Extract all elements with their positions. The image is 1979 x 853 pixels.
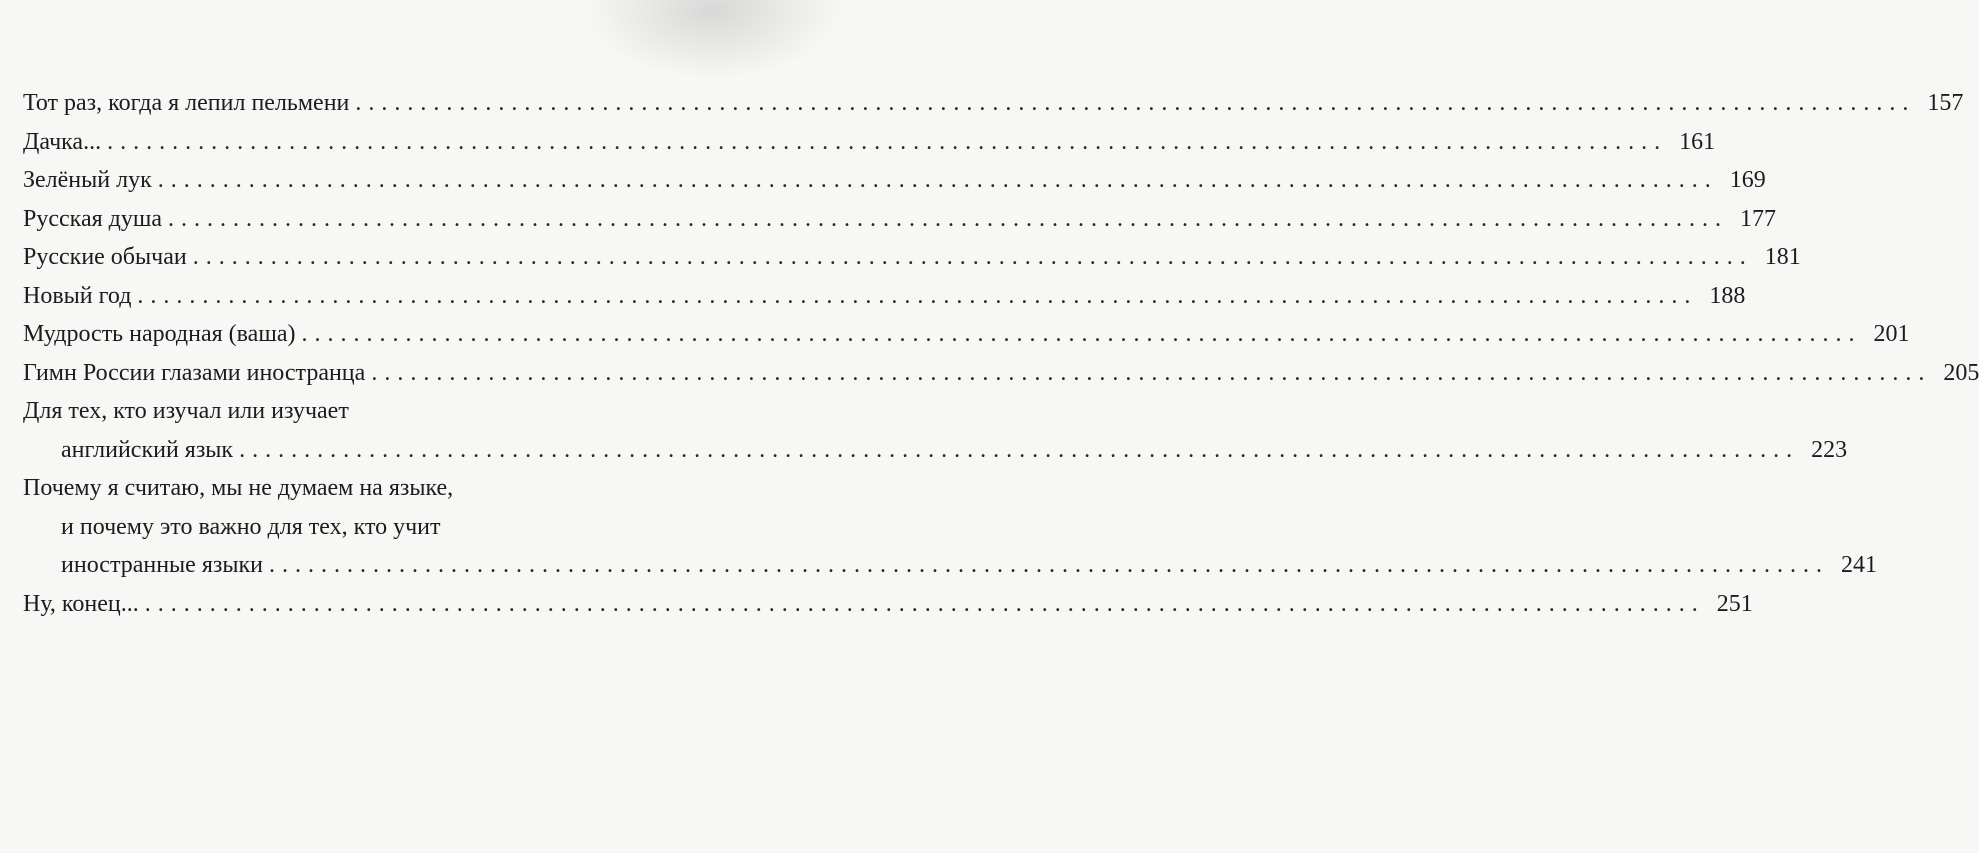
toc-entry-line: [23, 315, 1910, 354]
toc-entry-line: [23, 354, 1979, 393]
toc-page-number: 177: [1739, 205, 1776, 232]
dot-leader: ........................................................................................................................: [268, 552, 1829, 578]
toc-page-number: 223: [1811, 436, 1848, 463]
toc-entry-line: [23, 431, 1848, 470]
toc-entry-title: Тот раз, когда я лепил пельмени: [23, 90, 350, 116]
toc-page-number: 251: [1716, 590, 1753, 617]
toc-entry-title: Гимн России глазами иностранца: [23, 359, 366, 386]
toc-entry: [23, 469, 1877, 585]
toc-entry: [23, 585, 1753, 624]
table-of-contents: [23, 84, 1979, 623]
toc-entry: [23, 238, 1801, 277]
dot-leader: ........................................................................................................................: [192, 244, 1753, 270]
toc-entry-line: [23, 585, 1753, 624]
dot-leader: ........................................................................................................................: [137, 282, 1698, 309]
toc-entry: [23, 84, 1964, 123]
dot-leader: ........................................................................................................................: [239, 436, 1800, 463]
toc-entry-title: английский язык: [61, 436, 234, 463]
toc-entry-line: [23, 508, 718, 547]
toc-entry-line: [23, 200, 1776, 239]
toc-page-number: 169: [1729, 167, 1766, 193]
toc-entry: [23, 123, 1716, 162]
toc-page-number: 181: [1764, 244, 1801, 270]
toc-entry-line: [23, 392, 718, 431]
toc-page-number: 201: [1873, 321, 1910, 347]
toc-entry-line: [23, 238, 1801, 277]
dot-leader: ........................................................................................................................: [301, 321, 1862, 347]
dot-leader: ........................................................................................................................: [167, 205, 1728, 232]
toc-page-number: 157: [1927, 90, 1964, 116]
toc-entry: [23, 277, 1746, 316]
toc-page-number: 188: [1709, 282, 1746, 309]
toc-page-number: 241: [1840, 552, 1877, 578]
toc-entry-line: [23, 546, 1877, 585]
dot-leader: ........................................................................................................................: [157, 167, 1718, 193]
toc-entry: [23, 161, 1766, 200]
toc-entry-line: [23, 161, 1766, 200]
toc-entry-title: иностранные языки: [61, 552, 263, 578]
toc-entry-title: и почему это важно для тех, кто учит: [61, 513, 441, 540]
toc-entry-title: Почему я считаю, мы не думаем на языке,: [23, 475, 454, 501]
page-corner-shadow: [583, 0, 843, 80]
toc-entry-title: Мудрость народная (ваша): [23, 321, 296, 347]
dot-leader: ........................................................................................................................: [144, 590, 1705, 617]
dot-leader: ........................................................................................................................: [107, 128, 1668, 155]
toc-entry-title: Зелёный лук: [23, 167, 152, 193]
toc-entry: [23, 354, 1979, 393]
dot-leader: ........................................................................................................................: [355, 90, 1916, 116]
toc-entry-title: Новый год: [23, 282, 132, 309]
toc-entry-title: Русские обычаи: [23, 244, 187, 270]
toc-entry: [23, 200, 1776, 239]
toc-entry-title: Ну, конец...: [23, 590, 139, 617]
toc-entry-line: [23, 84, 1964, 123]
dot-leader: ........................................................................................................................: [371, 359, 1932, 386]
toc-entry-line: [23, 469, 718, 508]
toc-entry-line: [23, 123, 1716, 162]
toc-entry-line: [23, 277, 1746, 316]
toc-entry: [23, 392, 1848, 469]
toc-entry-title: Русская душа: [23, 205, 162, 232]
toc-entry-title: Для тех, кто изучал или изучает: [23, 398, 349, 424]
toc-entry: [23, 315, 1910, 354]
toc-entry-title: Дачка...: [23, 128, 102, 155]
toc-page-number: 161: [1679, 128, 1716, 155]
toc-page-number: 205: [1943, 359, 1979, 386]
